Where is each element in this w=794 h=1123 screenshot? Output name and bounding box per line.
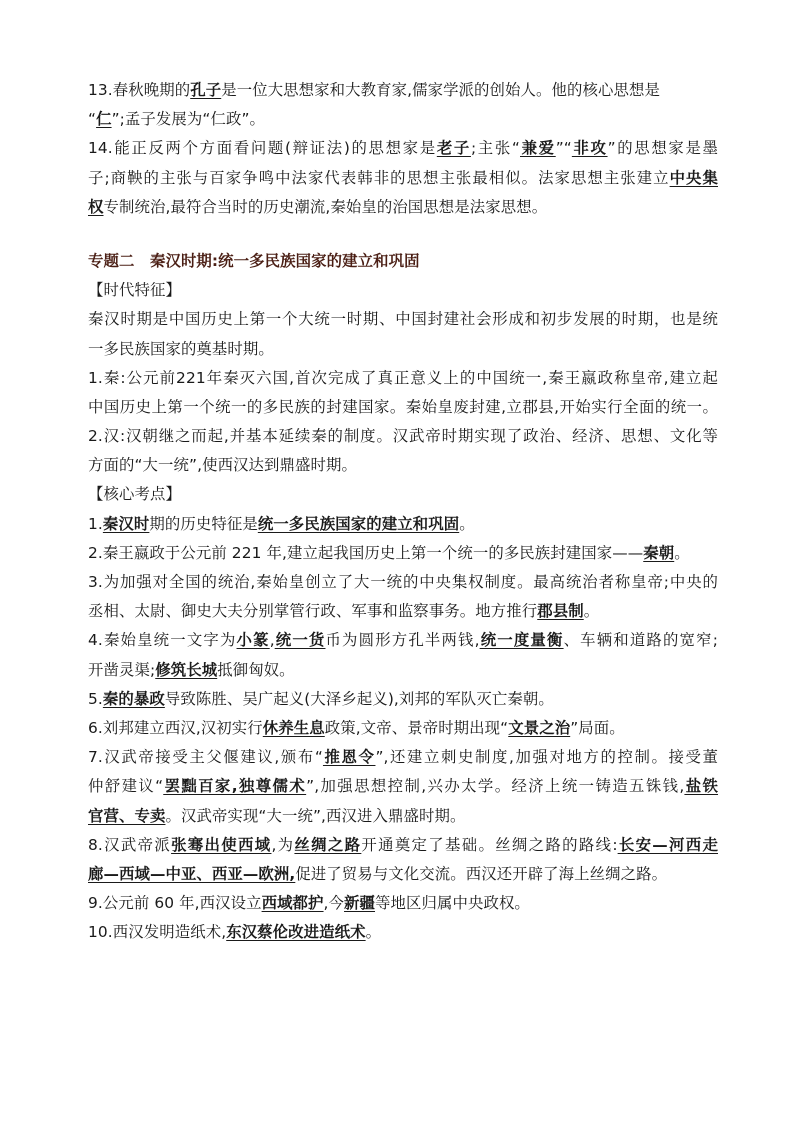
core-point-7-line-1: 7.汉武帝接受主父偃建议,颁布“推恩令”,还建立刺史制度,加强对地方的控制。接受董: [88, 748, 718, 767]
core-heading: 【核心考点】: [88, 485, 181, 504]
core-point-8-line-1: 8.汉武帝派张骞出使西域,为丝绸之路开通奠定了基础。丝绸之路的路线:长安—河西走: [88, 835, 718, 854]
core-point-4-line-1: 4.秦始皇统一文字为小篆,统一货币为圆形方孔半两钱,统一度量衡、车辆和道路的宽窄;: [88, 631, 718, 650]
core-point-9: 9.公元前 60 年,西汉设立西域都护,今新疆等地区归属中央政权。: [88, 894, 530, 913]
key-term: 仁: [96, 110, 112, 129]
era-paragraph-2-line-2: 中国历史上第一个统一的多民族的封建国家。秦始皇废封建,立郡县,开始实行全面的统一。: [88, 397, 718, 416]
core-point-7-line-3: 官营、专卖。汉武帝实现“大一统”,西汉进入鼎盛时期。: [88, 806, 466, 825]
key-term: 统一货: [274, 631, 326, 650]
item-14-line-1: 14.能正反两个方面看问题(辩证法)的思想家是老子;主张“兼爱”“非攻”的思想家是墨: [88, 139, 719, 158]
key-term: 张骞出使西域: [171, 835, 272, 854]
key-term: 权: [88, 197, 104, 216]
key-term: 东汉蔡伦改进造纸术: [226, 923, 366, 942]
key-term: 官营、专卖: [88, 806, 166, 825]
key-term: 罢黜百家,独尊儒术: [163, 777, 307, 796]
key-term: 小篆: [236, 631, 270, 650]
key-term: 兼爱: [520, 139, 556, 158]
key-term: 秦的暴政: [102, 689, 165, 708]
core-point-2: 2.秦王嬴政于公元前 221 年,建立起我国历史上第一个统一的多民族封建国家——秦朝。: [88, 543, 690, 562]
key-term: 廊—西域—中亚、西亚—欧洲,: [88, 864, 296, 883]
key-term: 新疆: [344, 894, 376, 913]
core-point-8-line-2: 廊—西域—中亚、西亚—欧洲,促进了贸易与文化交流。西汉还开辟了海上丝绸之路。: [88, 864, 668, 883]
key-term: 休养生息: [262, 718, 325, 737]
key-term: 秦汉时: [102, 514, 150, 533]
core-point-7-line-2: 仲舒建议“罢黜百家,独尊儒术”,加强思想控制,兴办太学。经济上统一铸造五铢钱,盐铁: [88, 777, 719, 796]
core-point-5: 5.秦的暴政导致陈胜、吴广起义(大泽乡起义),刘邦的军队灭亡秦朝。: [88, 689, 554, 708]
key-term: 老子: [436, 139, 471, 158]
era-paragraph-2-line-1: 1.秦:公元前221年秦灭六国,首次完成了真正意义上的中国统一,秦王嬴政称皇帝,建立起: [88, 368, 718, 387]
key-term: 统一多民族国家的建立和巩固: [257, 514, 460, 533]
core-point-4-line-2: 开凿灵渠;修筑长城抵御匈奴。: [88, 660, 295, 679]
key-term: 修筑长城: [155, 660, 218, 679]
item-13-line-1: 13.春秋晚期的孔子是一位大思想家和大教育家,儒家学派的创始人。他的核心思想是: [88, 81, 660, 99]
key-term: 丝绸之路: [294, 835, 362, 854]
era-paragraph-1-line-1: 秦汉时期是中国历史上第一个大统一时期、中国封建社会形成和初步发展的时期，也是统: [88, 310, 718, 329]
key-term: 西域都护: [261, 894, 324, 913]
core-point-6: 6.刘邦建立西汉,汉初实行休养生息政策,文帝、景帝时期出现“文景之治”局面。: [88, 718, 625, 737]
topic-title: 专题二 秦汉时期:统一多民族国家的建立和巩固: [88, 251, 420, 270]
document-page: [88, 76, 718, 947]
key-term: 郡县制: [537, 602, 584, 621]
section-gap: [88, 222, 718, 247]
key-term: 盐铁: [684, 777, 719, 796]
key-term: 非攻: [571, 139, 608, 158]
key-term: 长安—河西走: [617, 835, 718, 854]
era-heading: 【时代特征】: [88, 281, 181, 300]
item-14-line-3: 权专制统治,最符合当时的历史潮流,秦始皇的治国思想是法家思想。: [88, 197, 548, 216]
item-14-line-2: 子;商鞅的主张与百家争鸣中法家代表韩非的思想主张最相似。法家思想主张建立中央集: [88, 168, 718, 187]
item-13-line-2: “仁”;孟子发展为“仁政”。: [88, 110, 266, 129]
core-point-10: 10.西汉发明造纸术,东汉蔡伦改进造纸术。: [88, 923, 382, 942]
core-point-1: 1.秦汉时期的历史特征是统一多民族国家的建立和巩固。: [88, 514, 475, 533]
core-point-3-line-1: 3.为加强对全国的统治,秦始皇创立了大一统的中央集权制度。最高统治者称皇帝;中央的: [88, 573, 718, 591]
key-term: 秦朝: [643, 543, 675, 562]
key-term: 推恩令: [322, 748, 376, 767]
key-term: 文景之治: [508, 718, 571, 737]
era-paragraph-1-line-2: 一多民族国家的奠基时期。: [88, 339, 274, 358]
era-paragraph-3-line-2: 方面的“大一统”,使西汉达到鼎盛时期。: [88, 456, 357, 475]
era-paragraph-3-line-1: 2.汉:汉朝继之而起,并基本延续秦的制度。汉武帝时期实现了政治、经济、思想、文化等: [88, 427, 718, 446]
core-point-3-line-2: 丞相、太尉、御史大夫分别掌管行政、军事和监察事务。地方推行郡县制。: [88, 602, 600, 621]
key-term: 统一度量衡: [479, 631, 564, 650]
key-term: 孔子: [190, 81, 222, 99]
key-term: 中央集: [669, 168, 718, 187]
